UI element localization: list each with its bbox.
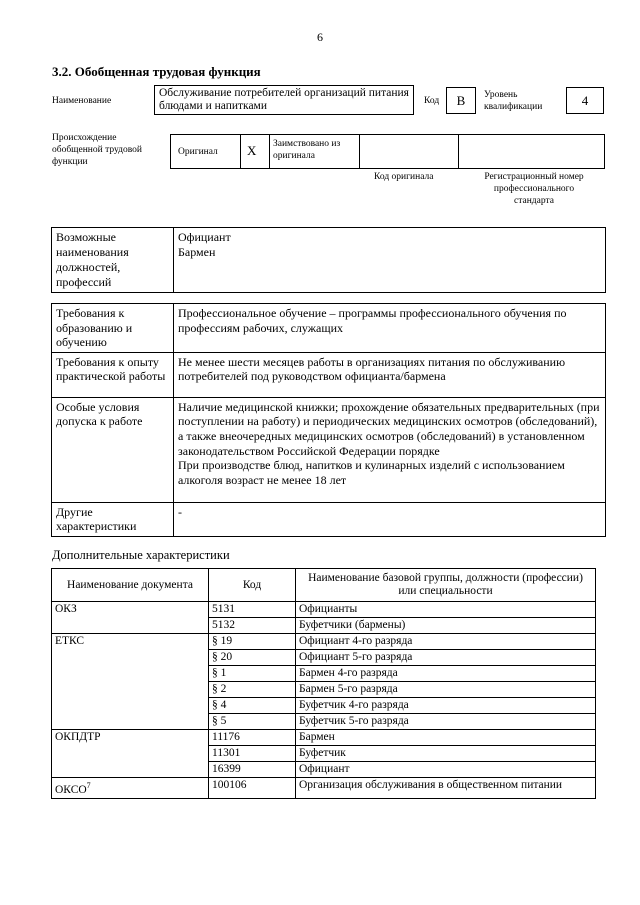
positions-label: Возможные наименования должностей, профессий: [52, 228, 174, 293]
doc-name: ЕТКС: [55, 635, 85, 647]
origin-grid: [170, 134, 605, 169]
name-cell: Официант 4-го разряда: [296, 634, 596, 650]
function-name-box: [154, 85, 414, 115]
code-cell: § 20: [209, 650, 296, 666]
col-doc-header: Наименование документа: [52, 569, 209, 602]
code-cell: 100106: [209, 778, 296, 799]
req-special-label: Особые условия допуска к работе: [52, 397, 174, 502]
name-cell: Буфетчики (бармены): [296, 618, 596, 634]
name-label: Наименование: [52, 96, 112, 106]
col-name-header: Наименование базовой группы, должности (профессии) или специальности: [296, 569, 596, 602]
name-cell: Бармен 4-го разряда: [296, 666, 596, 682]
name-cell: Бармен 5-го разряда: [296, 682, 596, 698]
level-box: 4: [566, 87, 604, 114]
req-special-value: [174, 397, 606, 502]
position-item: Бармен: [178, 245, 216, 259]
req-other-value: -: [174, 502, 606, 536]
code-label: Код: [424, 96, 440, 106]
req-experience-label: Требования к опыту практической работы: [52, 352, 174, 397]
req-experience-value: Не менее шести месяцев работы в организациях питания по обслуживанию потребителей под руководством официанта/бармена: [174, 352, 606, 397]
position-item: Официант: [178, 230, 231, 244]
code-cell: § 2: [209, 682, 296, 698]
req-special-text: Наличие медицинской книжки; прохождение обязательных предварительных (при поступлении на работу) и периодических медицинских осмотров (обследований), а также внеочередных медицинских осмотров (обследований) в установленном законодательством Российской Федерации порядке: [178, 399, 600, 458]
table-row: [52, 602, 596, 618]
name-cell: Буфетчик 4-го разряда: [296, 698, 596, 714]
doc-name-cell: [52, 778, 209, 799]
name-cell: Организация обслуживания в общественном питании: [296, 778, 596, 799]
col-code-header: Код: [209, 569, 296, 602]
doc-name: ОКПДТР: [55, 731, 101, 743]
doc-name: ОКЗ: [55, 603, 77, 615]
req-education-value: Профессиональное обучение – программы профессионального обучения по профессиям рабочих, служащих: [174, 304, 606, 353]
code-cell: 11176: [209, 730, 296, 746]
name-cell: Бармен: [296, 730, 596, 746]
original-label: Оригинал: [178, 147, 218, 157]
name-cell: Буфетчик 5-го разряда: [296, 714, 596, 730]
code-cell: 5132: [209, 618, 296, 634]
positions-values: [174, 228, 606, 293]
function-name: Обслуживание потребителей организаций питания блюдами и напитками: [159, 87, 409, 112]
req-education-label: Требования к образованию и обучению: [52, 304, 174, 353]
positions-table: [51, 227, 606, 293]
code-cell: § 4: [209, 698, 296, 714]
code-cell: § 5: [209, 714, 296, 730]
origin-label: Происхождение обобщенной трудовой функции: [52, 133, 142, 167]
doc-name-cell: [52, 634, 209, 730]
code-box: В: [446, 87, 476, 114]
additional-table: [51, 568, 596, 799]
name-cell: Официант 5-го разряда: [296, 650, 596, 666]
req-other-label: Другие характеристики: [52, 502, 174, 536]
code-cell: § 1: [209, 666, 296, 682]
additional-heading: Дополнительные характеристики: [52, 548, 230, 562]
doc-name: ОКСО: [55, 783, 87, 796]
req-special-text-2: При производстве блюд, напитков и кулинарных изделий с использованием алкоголя возраст не менее 18 лет: [178, 458, 565, 487]
code-original-caption: Код оригинала: [374, 172, 434, 182]
code-cell: 16399: [209, 762, 296, 778]
reg-number-caption: Регистрационный номер профессионального стандарта: [484, 172, 584, 206]
code-cell: 5131: [209, 602, 296, 618]
page-number: 6: [317, 30, 323, 44]
code-cell: § 19: [209, 634, 296, 650]
level-label: Уровень квалификации: [484, 90, 543, 112]
doc-name-cell: [52, 730, 209, 778]
section-title: 3.2. Обобщенная трудовая функция: [52, 64, 261, 79]
table-row: [52, 730, 596, 746]
name-cell: Официанты: [296, 602, 596, 618]
table-row: [52, 634, 596, 650]
doc-footnote-mark: 7: [86, 781, 91, 790]
name-cell: Буфетчик: [296, 746, 596, 762]
borrowed-label: Заимствовано из оригинала: [273, 139, 341, 161]
name-cell: Официант: [296, 762, 596, 778]
doc-name-cell: [52, 602, 209, 634]
code-cell: 11301: [209, 746, 296, 762]
original-mark: X: [247, 143, 257, 158]
table-row: [52, 778, 596, 799]
requirements-table: [51, 303, 606, 537]
